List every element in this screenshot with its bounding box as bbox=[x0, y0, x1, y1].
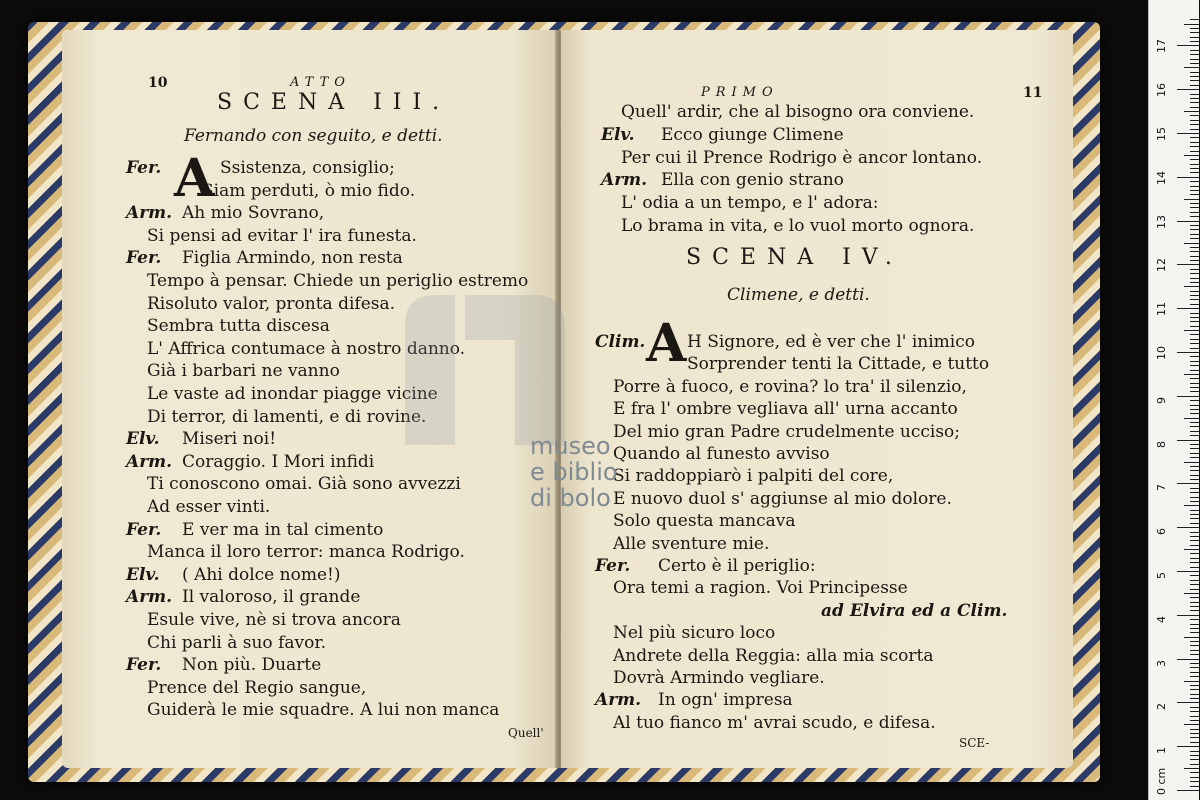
ruler-tick bbox=[1190, 172, 1199, 173]
ruler-tick bbox=[1190, 532, 1199, 533]
ruler-tick bbox=[1190, 422, 1199, 423]
ruler-label: 16 bbox=[1155, 83, 1168, 98]
ruler-tick bbox=[1190, 575, 1199, 576]
ruler-tick bbox=[1190, 711, 1199, 712]
ruler-tick bbox=[1190, 247, 1199, 248]
speaker-label: Fer. bbox=[126, 655, 162, 676]
verse-line: Al tuo fianco m' avrai scudo, e difesa. bbox=[613, 712, 936, 733]
ruler-tick bbox=[1190, 514, 1199, 515]
verse-line: Il valoroso, il grande bbox=[182, 587, 361, 608]
ruler-tick bbox=[1190, 107, 1199, 108]
ruler-label: 7 bbox=[1155, 484, 1168, 492]
ruler-tick bbox=[1190, 37, 1199, 38]
verse-line: Miseri noi! bbox=[182, 429, 277, 450]
ruler-tick bbox=[1190, 492, 1199, 493]
ruler-tick bbox=[1190, 777, 1199, 778]
verse-line: Manca il loro terror: manca Rodrigo. bbox=[147, 542, 465, 563]
ruler-tick bbox=[1190, 19, 1199, 20]
ruler-tick bbox=[1190, 256, 1199, 257]
ruler-tick bbox=[1190, 628, 1199, 629]
verse-line: ( Ahi dolce nome!) bbox=[182, 564, 341, 585]
verse-line: Ah mio Sovrano, bbox=[182, 203, 325, 224]
ruler-tick bbox=[1177, 89, 1199, 90]
ruler-tick bbox=[1190, 488, 1199, 489]
ruler-tick bbox=[1190, 733, 1199, 734]
ruler-tick bbox=[1190, 321, 1199, 322]
ruler-tick bbox=[1190, 610, 1199, 611]
ruler-tick bbox=[1190, 589, 1199, 590]
ruler-tick bbox=[1190, 212, 1199, 213]
ruler-tick bbox=[1190, 632, 1199, 633]
ruler-tick bbox=[1184, 462, 1199, 463]
ruler-tick bbox=[1190, 291, 1199, 292]
ruler-tick bbox=[1190, 580, 1199, 581]
ruler-tick bbox=[1177, 308, 1199, 309]
verse-line: Risoluto valor, pronta difesa. bbox=[147, 293, 396, 314]
ruler-tick bbox=[1177, 177, 1199, 178]
verse-line: Per cui il Prence Rodrigo è ancor lontano. bbox=[621, 147, 983, 168]
ruler-tick bbox=[1184, 111, 1199, 112]
verse-line: Ti conoscono omai. Già sono avvezzi bbox=[147, 474, 461, 495]
ruler-tick bbox=[1184, 199, 1199, 200]
ruler-tick bbox=[1190, 238, 1199, 239]
ruler-tick bbox=[1190, 663, 1199, 664]
speaker-label: Elv. bbox=[126, 564, 160, 585]
ruler-tick bbox=[1190, 536, 1199, 537]
ruler-tick bbox=[1190, 742, 1199, 743]
ruler-tick bbox=[1190, 229, 1199, 230]
ruler-tick bbox=[1190, 299, 1199, 300]
running-head-left: ATTO bbox=[290, 75, 351, 90]
ruler-label: 2 bbox=[1155, 703, 1168, 711]
ruler-tick bbox=[1177, 45, 1199, 46]
ruler-tick bbox=[1190, 361, 1199, 362]
ruler-tick bbox=[1190, 94, 1199, 95]
ruler-tick bbox=[1190, 159, 1199, 160]
ruler-tick bbox=[1190, 689, 1199, 690]
ruler-label: 11 bbox=[1155, 302, 1168, 317]
ruler-tick bbox=[1190, 98, 1199, 99]
ruler-tick bbox=[1190, 391, 1199, 392]
ruler-tick bbox=[1184, 418, 1199, 419]
ruler-tick bbox=[1190, 63, 1199, 64]
verse-line: Dovrà Armindo vegliare. bbox=[613, 668, 825, 688]
verse-line: Si pensi ad evitar l' ira funesta. bbox=[147, 225, 417, 246]
verse-line: E ver ma in tal cimento bbox=[182, 519, 384, 540]
ruler-tick bbox=[1177, 702, 1199, 703]
ruler-label: 8 bbox=[1155, 440, 1168, 448]
ruler-tick bbox=[1190, 457, 1199, 458]
ruler-tick bbox=[1190, 602, 1199, 603]
ruler-tick bbox=[1190, 190, 1199, 191]
verse-line: H Signore, ed è ver che l' inimico bbox=[687, 332, 975, 352]
ruler-tick bbox=[1190, 50, 1199, 51]
verse-line: Esule vive, nè si trova ancora bbox=[147, 610, 401, 630]
speaker-label: Arm. bbox=[126, 203, 173, 224]
catchword-right: SCE- bbox=[959, 736, 990, 750]
ruler-tick bbox=[1190, 164, 1199, 165]
verse-line: Le vaste ad inondar piagge vicine bbox=[147, 384, 438, 404]
ruler-label: 6 bbox=[1155, 528, 1168, 536]
verse-line: Solo questa mancava bbox=[613, 511, 796, 532]
ruler-tick bbox=[1190, 772, 1199, 773]
ruler-tick bbox=[1190, 334, 1199, 335]
ruler-tick bbox=[1184, 330, 1199, 331]
ruler-label: 9 bbox=[1155, 396, 1168, 404]
watermark-text-3: di bolo bbox=[530, 484, 611, 512]
ruler-tick bbox=[1190, 260, 1199, 261]
ruler-tick bbox=[1190, 115, 1199, 116]
ruler-tick bbox=[1184, 724, 1199, 725]
ruler-tick bbox=[1190, 479, 1199, 480]
ruler-tick bbox=[1177, 483, 1199, 484]
ruler-tick bbox=[1190, 654, 1199, 655]
ruler-tick bbox=[1190, 698, 1199, 699]
scene-title-left: SCENA III. bbox=[217, 90, 451, 115]
ruler-tick bbox=[1190, 186, 1199, 187]
ruler-tick bbox=[1184, 681, 1199, 682]
ruler-tick bbox=[1190, 370, 1199, 371]
ruler-tick bbox=[1190, 168, 1199, 169]
ruler-tick bbox=[1190, 365, 1199, 366]
ruler-tick bbox=[1190, 304, 1199, 305]
verse-line: Coraggio. I Mori infidi bbox=[182, 451, 375, 472]
verse-line: Si raddoppiarò i palpiti del core, bbox=[613, 466, 894, 487]
ruler-label: 17 bbox=[1155, 39, 1168, 54]
ruler-tick bbox=[1190, 137, 1199, 138]
verse-line: Non più. Duarte bbox=[182, 655, 322, 676]
verse-line: Quell' ardir, che al bisogno ora conviene. bbox=[621, 102, 975, 122]
watermark-text-2: e biblio bbox=[530, 458, 618, 486]
ruler-tick bbox=[1177, 352, 1199, 353]
catchword-left: Quell' bbox=[508, 726, 544, 740]
ruler-tick bbox=[1190, 737, 1199, 738]
ruler-tick bbox=[1190, 672, 1199, 673]
verse-line: Chi parli à suo favor. bbox=[147, 632, 326, 653]
ruler-tick bbox=[1190, 650, 1199, 651]
ruler-label: 14 bbox=[1155, 170, 1168, 185]
ruler-tick bbox=[1190, 501, 1199, 502]
verse-line: L' odia a un tempo, e l' adora: bbox=[621, 193, 879, 214]
speaker-label: Arm. bbox=[601, 170, 648, 191]
ruler-tick bbox=[1190, 545, 1199, 546]
ruler-tick bbox=[1190, 343, 1199, 344]
ruler-tick bbox=[1190, 751, 1199, 752]
ruler-tick bbox=[1190, 313, 1199, 314]
ruler-label: 5 bbox=[1155, 572, 1168, 579]
ruler-tick bbox=[1190, 339, 1199, 340]
ruler-tick bbox=[1190, 400, 1199, 401]
ruler-tick bbox=[1190, 129, 1199, 130]
ruler-tick bbox=[1190, 641, 1199, 642]
ruler-tick bbox=[1190, 707, 1199, 708]
speaker-label: Arm. bbox=[126, 451, 173, 472]
ruler-tick bbox=[1190, 85, 1199, 86]
ruler-tick bbox=[1190, 567, 1199, 568]
ruler-tick bbox=[1190, 80, 1199, 81]
ruler-tick bbox=[1190, 523, 1199, 524]
ruler-tick bbox=[1190, 466, 1199, 467]
ruler-tick bbox=[1190, 584, 1199, 585]
verse-line: Tempo à pensar. Chiede un periglio estremo bbox=[147, 271, 529, 291]
left-page bbox=[62, 30, 558, 768]
ruler-tick bbox=[1184, 67, 1199, 68]
ruler-tick bbox=[1190, 786, 1199, 787]
scene-subtitle-left: Fernando con seguito, e detti. bbox=[184, 126, 443, 146]
ruler-tick bbox=[1190, 146, 1199, 147]
speaker-label: Clim. bbox=[595, 332, 646, 352]
verse-line: E fra l' ombre vegliava all' urna accanto bbox=[613, 399, 958, 420]
ruler-tick bbox=[1177, 396, 1199, 397]
ruler-tick bbox=[1184, 549, 1199, 550]
ruler-tick bbox=[1190, 510, 1199, 511]
ruler-tick bbox=[1190, 597, 1199, 598]
ruler-tick bbox=[1190, 317, 1199, 318]
verse-line: Di terror, di lamenti, e di rovine. bbox=[147, 406, 427, 427]
ruler-tick bbox=[1190, 685, 1199, 686]
speaker-label: Fer. bbox=[126, 158, 162, 178]
ruler-tick bbox=[1190, 553, 1199, 554]
ruler-tick bbox=[1190, 216, 1199, 217]
ruler-tick bbox=[1184, 768, 1199, 769]
right-page bbox=[561, 30, 1073, 768]
ruler-tick bbox=[1190, 694, 1199, 695]
ruler-tick bbox=[1190, 716, 1199, 717]
ruler-tick bbox=[1190, 28, 1199, 29]
ruler-tick bbox=[1177, 659, 1199, 660]
speaker-label: Arm. bbox=[126, 587, 173, 608]
ruler-tick bbox=[1190, 151, 1199, 152]
ruler-tick bbox=[1190, 431, 1199, 432]
verse-line: Sembra tutta discesa bbox=[147, 316, 330, 337]
verse-line: Quando al funesto avviso bbox=[613, 444, 830, 464]
verse-line: L' Affrica contumace à nostro danno. bbox=[147, 338, 466, 359]
speaker-label: Fer. bbox=[126, 519, 162, 540]
watermark-text-1: museo bbox=[530, 432, 611, 460]
ruler-tick bbox=[1190, 278, 1199, 279]
page-number-left: 10 bbox=[148, 75, 168, 91]
ruler-tick bbox=[1190, 453, 1199, 454]
ruler-tick bbox=[1177, 133, 1199, 134]
ruler-tick bbox=[1190, 356, 1199, 357]
ruler-tick bbox=[1190, 729, 1199, 730]
ruler-tick bbox=[1190, 120, 1199, 121]
ruler-tick bbox=[1184, 593, 1199, 594]
ruler-tick bbox=[1190, 435, 1199, 436]
ruler-tick bbox=[1190, 181, 1199, 182]
verse-line: Certo è il periglio: bbox=[658, 556, 816, 576]
ruler-tick bbox=[1190, 142, 1199, 143]
ruler-tick bbox=[1190, 225, 1199, 226]
ruler-unit-label: 0 cm bbox=[1155, 767, 1168, 795]
ruler-tick bbox=[1177, 615, 1199, 616]
ruler-tick bbox=[1190, 624, 1199, 625]
ruler-label: 13 bbox=[1155, 214, 1168, 229]
ruler-tick bbox=[1190, 273, 1199, 274]
ruler-tick bbox=[1177, 221, 1199, 222]
ruler-tick bbox=[1184, 155, 1199, 156]
verse-line: Alle sventure mie. bbox=[613, 533, 770, 554]
speaker-label: Elv. bbox=[601, 124, 635, 145]
ruler-tick bbox=[1190, 470, 1199, 471]
ruler-tick bbox=[1190, 606, 1199, 607]
ruler-tick bbox=[1184, 243, 1199, 244]
verse-line: Lo brama in vita, e lo vuol morto ognora. bbox=[621, 216, 975, 236]
ruler-tick bbox=[1190, 645, 1199, 646]
ruler-tick bbox=[1184, 24, 1199, 25]
ruler-tick bbox=[1190, 282, 1199, 283]
ruler-tick bbox=[1190, 781, 1199, 782]
ruler-tick bbox=[1190, 194, 1199, 195]
ruler-tick bbox=[1190, 764, 1199, 765]
ruler-tick bbox=[1190, 444, 1199, 445]
speaker-label: Fer. bbox=[595, 556, 631, 576]
dropcap-left: A bbox=[174, 148, 215, 209]
ruler-label: 1 bbox=[1155, 747, 1168, 755]
verse-line: Nel più sicuro loco bbox=[613, 623, 776, 644]
ruler-tick bbox=[1190, 720, 1199, 721]
ruler-tick bbox=[1190, 234, 1199, 235]
verse-line: Figlia Armindo, non resta bbox=[182, 248, 403, 269]
ruler-tick bbox=[1190, 667, 1199, 668]
verse-line: Ad esser vinti. bbox=[147, 497, 271, 517]
ruler-tick bbox=[1177, 264, 1199, 265]
ruler-tick bbox=[1190, 475, 1199, 476]
ruler-tick bbox=[1190, 41, 1199, 42]
ruler-label: 12 bbox=[1155, 258, 1168, 273]
measurement-ruler bbox=[1148, 0, 1199, 800]
ruler-tick bbox=[1190, 295, 1199, 296]
ruler-tick bbox=[1184, 505, 1199, 506]
ruler-tick bbox=[1190, 102, 1199, 103]
running-head-right: PRIMO bbox=[701, 85, 779, 100]
ruler-tick bbox=[1190, 676, 1199, 677]
ruler-tick bbox=[1190, 76, 1199, 77]
verse-line: Del mio gran Padre crudelmente ucciso; bbox=[613, 421, 961, 442]
ruler-tick bbox=[1190, 540, 1199, 541]
verse-line: Porre à fuoco, e rovina? lo tra' il silenzio, bbox=[613, 376, 967, 397]
verse-line: Ora temi a ragion. Voi Principesse bbox=[613, 578, 908, 599]
ruler-tick bbox=[1190, 759, 1199, 760]
verse-line: Ella con genio strano bbox=[661, 170, 844, 191]
ruler-tick bbox=[1190, 203, 1199, 204]
ruler-tick bbox=[1190, 378, 1199, 379]
ruler-tick bbox=[1177, 527, 1199, 528]
ruler-tick bbox=[1190, 387, 1199, 388]
ruler-tick bbox=[1190, 497, 1199, 498]
verse-line: Ecco giunge Climene bbox=[661, 124, 844, 145]
verse-line: ad Elvira ed a Clim. bbox=[821, 600, 1008, 621]
ruler-tick bbox=[1177, 790, 1199, 791]
ruler-tick bbox=[1190, 54, 1199, 55]
ruler-tick bbox=[1184, 286, 1199, 287]
ruler-tick bbox=[1190, 448, 1199, 449]
verse-line: Ssistenza, consiglio; bbox=[220, 158, 395, 178]
ruler-label: 15 bbox=[1155, 127, 1168, 141]
speaker-label: Fer. bbox=[126, 248, 162, 269]
ruler-tick bbox=[1190, 518, 1199, 519]
ruler-tick bbox=[1190, 32, 1199, 33]
verse-line: Andrete della Reggia: alla mia scorta bbox=[613, 645, 934, 666]
verse-line: Sorprender tenti la Cittade, e tutto bbox=[687, 354, 990, 375]
ruler-tick bbox=[1190, 72, 1199, 73]
page-number-right: 11 bbox=[1023, 85, 1043, 101]
ruler-tick bbox=[1190, 348, 1199, 349]
verse-line: In ogn' impresa bbox=[658, 690, 793, 711]
ruler-tick bbox=[1184, 374, 1199, 375]
ruler-tick bbox=[1190, 207, 1199, 208]
ruler-tick bbox=[1190, 755, 1199, 756]
ruler-tick bbox=[1190, 558, 1199, 559]
ruler-tick bbox=[1177, 746, 1199, 747]
ruler-tick bbox=[1190, 326, 1199, 327]
ruler-label: 10 bbox=[1155, 346, 1168, 360]
ruler-tick bbox=[1190, 124, 1199, 125]
ruler-tick bbox=[1190, 59, 1199, 60]
scene-title-right: SCENA IV. bbox=[686, 245, 903, 270]
ruler-label: 3 bbox=[1155, 659, 1168, 667]
dropcap-right: A bbox=[646, 313, 687, 374]
verse-line: E nuovo duol s' aggiunse al mio dolore. bbox=[613, 488, 952, 509]
ruler-tick bbox=[1190, 269, 1199, 270]
ruler-tick bbox=[1177, 440, 1199, 441]
speaker-label: Arm. bbox=[595, 690, 642, 711]
ruler-tick bbox=[1190, 409, 1199, 410]
ruler-tick bbox=[1190, 251, 1199, 252]
ruler-tick bbox=[1190, 405, 1199, 406]
ruler-tick bbox=[1190, 413, 1199, 414]
ruler-tick bbox=[1190, 383, 1199, 384]
verse-line: Siam perduti, ò mio fido. bbox=[202, 180, 416, 201]
scene-subtitle-right: Climene, e detti. bbox=[727, 285, 870, 305]
verse-line: Già i barbari ne vanno bbox=[147, 361, 340, 382]
ruler-tick bbox=[1177, 571, 1199, 572]
ruler-tick bbox=[1184, 637, 1199, 638]
speaker-label: Elv. bbox=[126, 429, 160, 450]
ruler-tick bbox=[1190, 619, 1199, 620]
verse-line: Prence del Regio sangue, bbox=[147, 677, 367, 698]
ruler-tick bbox=[1190, 562, 1199, 563]
ruler-label: 4 bbox=[1155, 615, 1168, 623]
verse-line: Guiderà le mie squadre. A lui non manca bbox=[147, 700, 500, 721]
ruler-tick bbox=[1190, 426, 1199, 427]
